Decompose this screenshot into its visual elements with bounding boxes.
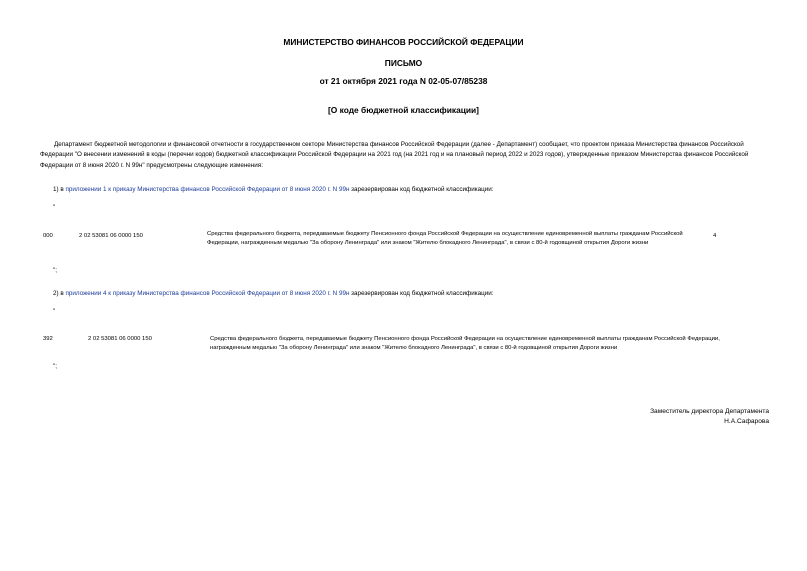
- item-1-link[interactable]: приложении 1 к приказу Министерства финансов Российской Федерации от 8 июня 2020 г. N 99н: [65, 186, 350, 193]
- row-1-code: 000: [43, 233, 53, 239]
- quote-open-1: ": [53, 204, 56, 211]
- row-1-description: Средства федерального бюджета, передаваемые бюджету Пенсионного фонда Российской Федерации на осуществление единовременной выплаты гражданам Российской Федерации, награжденным медалью "За оборону Ленинграда" или знаком "Жителю блокадного Ленинграда", в связи с 80-й годовщиной открытия Дороги жизни: [207, 231, 683, 246]
- row-1-number: 4: [713, 233, 717, 239]
- row-2-code: 392: [43, 336, 53, 342]
- signature-position: Заместитель директора Департамента: [650, 408, 769, 415]
- document-subject: [О коде бюджетной классификации]: [328, 105, 479, 115]
- signature-name: Н.А.Сафарова: [724, 418, 769, 425]
- item-2-prefix: 2) в: [53, 290, 66, 297]
- document-date-number: от 21 октября 2021 года N 02-05-07/85238: [319, 76, 488, 86]
- quote-close-1: ";: [53, 267, 57, 274]
- row-1-kbk: 2 02 53081 06 0000 150: [79, 233, 143, 239]
- item-2-link[interactable]: приложении 4 к приказу Министерства финансов Российской Федерации от 8 июня 2020 г. N 99н: [65, 290, 350, 297]
- quote-close-2: ";: [53, 363, 57, 370]
- row-2-kbk: 2 02 53081 06 0000 150: [88, 336, 152, 342]
- item-1: [53, 186, 494, 193]
- intro-paragraph: Департамент бюджетной методологии и финансовой отчетности в государственном секторе Министерства финансов Российской Федерации (далее - Департамент) сообщает, что проектом приказа Министерства финансов Российской Федерации "О внесении изменений в коды (перечни кодов) бюджетной классификации Российской Федерации на 2021 год (на 2021 год и на плановый период 2022 и 2023 годов), утвержденные приказом Министерства финансов Российской Федерации от 8 июня 2020 г. N 99н" предусмотрены следующие изменения:: [40, 141, 749, 169]
- item-1-suffix: зарезервирован код бюджетной классификации:: [349, 186, 494, 193]
- row-2-description: Средства федерального бюджета, передаваемые бюджету Пенсионного фонда Российской Федерации на осуществление единовременной выплаты гражданам Российской Федерации, награжденным медалью "За оборону Ленинграда" или знаком "Жителю блокадного Ленинграда", в связи с 80-й годовщиной открытия Дороги жизни: [210, 336, 720, 351]
- item-1-prefix: 1) в: [53, 186, 66, 193]
- item-2: [53, 290, 494, 297]
- document-type: ПИСЬМО: [384, 58, 423, 68]
- ministry-title: МИНИСТЕРСТВО ФИНАНСОВ РОССИЙСКОЙ ФЕДЕРАЦИИ: [283, 37, 524, 47]
- item-2-suffix: зарезервирован код бюджетной классификации:: [349, 290, 494, 297]
- quote-open-2: ": [53, 308, 56, 315]
